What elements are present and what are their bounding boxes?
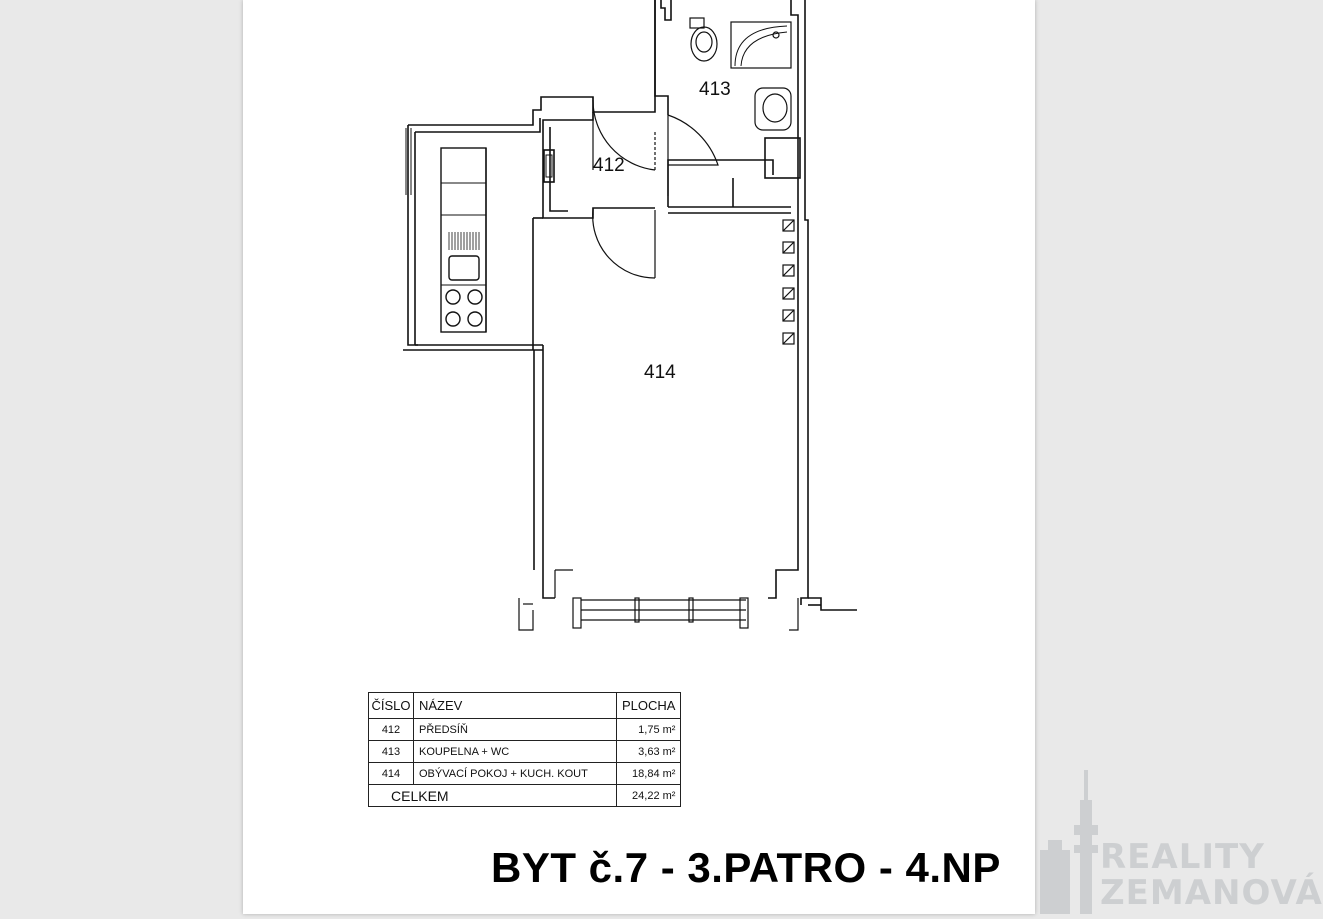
table-row xyxy=(369,741,681,763)
row-area: 1,75 m² xyxy=(617,719,681,741)
room-area-table xyxy=(368,692,681,807)
header-name: NÁZEV xyxy=(414,693,617,719)
row-number: 414 xyxy=(369,763,414,785)
row-name: OBÝVACÍ POKOJ + KUCH. KOUT xyxy=(414,763,617,785)
row-name: KOUPELNA + WC xyxy=(414,741,617,763)
page-title: BYT č.7 - 3.PATRO - 4.NP xyxy=(491,844,1001,891)
table-row xyxy=(369,719,681,741)
row-number: 412 xyxy=(369,719,414,741)
watermark-line1: REALITY xyxy=(1100,837,1265,877)
vent-shafts xyxy=(783,220,794,344)
row-area: 18,84 m² xyxy=(617,763,681,785)
kitchen-counter xyxy=(441,148,486,332)
doors xyxy=(593,97,718,278)
document-page xyxy=(243,0,1035,914)
right-wall xyxy=(661,0,857,610)
header-number: ČÍSLO xyxy=(369,693,414,719)
row-area: 3,63 m² xyxy=(617,741,681,763)
table-total-row xyxy=(369,785,681,807)
watermark-line2: ZEMANOVÁ xyxy=(1100,873,1323,913)
bathroom-fixtures xyxy=(690,18,791,130)
room-label-413: 413 xyxy=(699,79,731,100)
room-label-414: 414 xyxy=(644,362,676,383)
header-area: PLOCHA xyxy=(617,693,681,719)
bathroom-walls xyxy=(655,0,800,213)
window xyxy=(519,570,798,630)
floor-plan xyxy=(243,0,1035,680)
total-area: 24,22 m² xyxy=(617,785,681,807)
table-header-row xyxy=(369,693,681,719)
watermark-logo xyxy=(1040,770,1323,914)
table-row xyxy=(369,763,681,785)
row-number: 413 xyxy=(369,741,414,763)
total-label: CELKEM xyxy=(369,785,617,807)
room-label-412: 412 xyxy=(593,155,625,176)
row-name: PŘEDSÍŇ xyxy=(414,719,617,741)
